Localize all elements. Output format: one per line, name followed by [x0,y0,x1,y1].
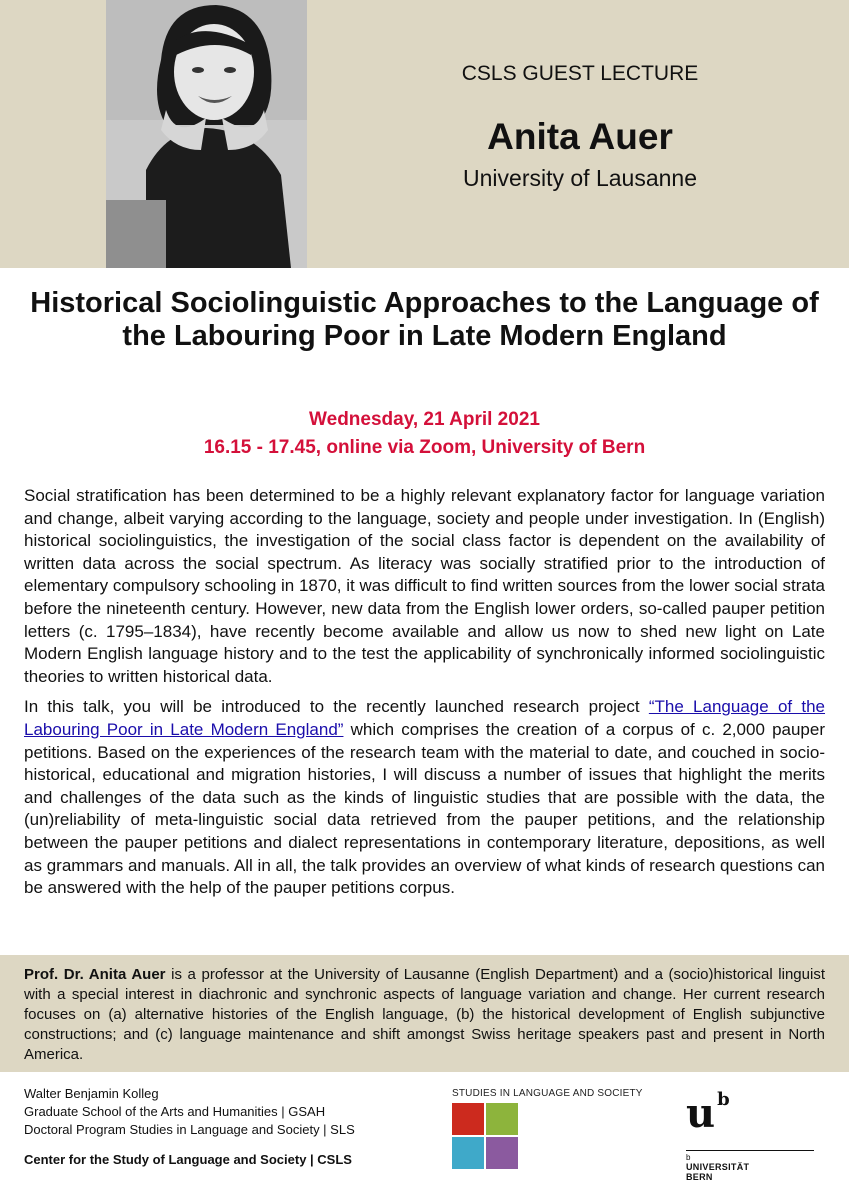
unibe-sup: b [717,1089,730,1110]
speaker-name: Anita Auer [487,116,673,157]
unibe-name-1: UNIVERSITÄT [686,1162,750,1172]
unibe-rule [686,1150,814,1151]
unibe-u: u [686,1090,716,1137]
sls-square-green [486,1103,518,1135]
unibe-name-2: BERN [686,1172,713,1182]
sls-logo-caption: STUDIES IN LANGUAGE AND SOCIETY [452,1088,643,1099]
footer-institutions [24,1085,444,1169]
speaker-portrait [106,0,307,268]
portrait-image [106,0,307,268]
sls-logo [452,1088,652,1169]
abstract-paragraph-2 [24,696,825,899]
sls-square-purple [486,1137,518,1169]
abstract [24,485,825,908]
project-link[interactable]: “The Language of the Labouring Poor in Late Modern England” [24,697,826,739]
lecture-series-label: CSLS GUEST LECTURE [461,62,699,85]
unibe-small-b: b [686,1153,691,1162]
talk-title: Historical Sociolinguistic Approaches to the Language of the Labouring Poor in Late Modern England [30,287,819,352]
university-bern-logo [686,1078,826,1182]
footer-center: Center for the Study of Language and Society | CSLS [24,1152,352,1167]
unibe-mark [686,1078,826,1136]
abstract-p2-rest: which comprises the creation of a corpus of c. 2,000 pauper petitions. Based on the experiences of the research team with the material to date, and couched in socio-historical, educational and migration histories, I will discuss a number of issues that highlight the merits and challenges of the data such as the kinds of linguistic studies that are possible with the data, the (un)reliability of meta-linguistic social data retrieved from the pauper petitions, and the relationship between the pauper petitions and dialect representations in contemporary literature, depositions, as well as grammars and manuals. All in all, the talk provides an overview of what kinds of research questions can be answered with the help of the pauper petitions corpus. [24,719,826,898]
abstract-p2-intro: In this talk, you will be introduced to the recently launched research project [24,697,649,717]
speaker-affiliation: University of Lausanne [463,165,697,191]
bio-name: Prof. Dr. Anita Auer [24,966,166,983]
footer-line-1: Walter Benjamin Kolleg [24,1086,159,1101]
sls-logo-squares [452,1103,652,1169]
abstract-paragraph-1: Social stratification has been determined to be a highly relevant explanatory factor for language variation and change, albeit varying according to the language, society and people under investigation. In (English) historical sociolinguistics, the investigation of the social class factor is dependent on the availability of written data across the social spectrum. As literacy was socially stratified prior to the introduction of elementary compulsory schooling in 1870, it was difficult to find written sources from the lower social strata before the nineteenth century. However, new data from the English lower orders, so-called pauper petition letters (c. 1795–1834), have recently become available and allow us now to shed new light on Late Modern English language history and to the test the applicability of synchronically informed sociolinguistic theories to written historical data. [24,486,825,686]
footer-line-3: Doctoral Program Studies in Language and Society | SLS [24,1122,355,1137]
footer-line-2: Graduate School of the Arts and Humanities | GSAH [24,1104,326,1119]
talk-time-place: 16.15 - 17.45, online via Zoom, University of Bern [203,437,646,458]
talk-date: Wednesday, 21 April 2021 [309,409,540,430]
speaker-bio [24,965,825,1065]
bio-text: is a professor at the University of Lausanne (English Department) and a (socio)historical linguist with a special interest in diachronic and synchronic aspects of language variation and change. Her current research focuses on (a) alternative histories of the English language, (b) the historical development of English subjunctive constructions; and (c) language maintenance and shift amongst Swiss heritage speakers past and present in North America. [24,966,825,1063]
sls-square-blue [452,1137,484,1169]
sls-square-red [452,1103,484,1135]
